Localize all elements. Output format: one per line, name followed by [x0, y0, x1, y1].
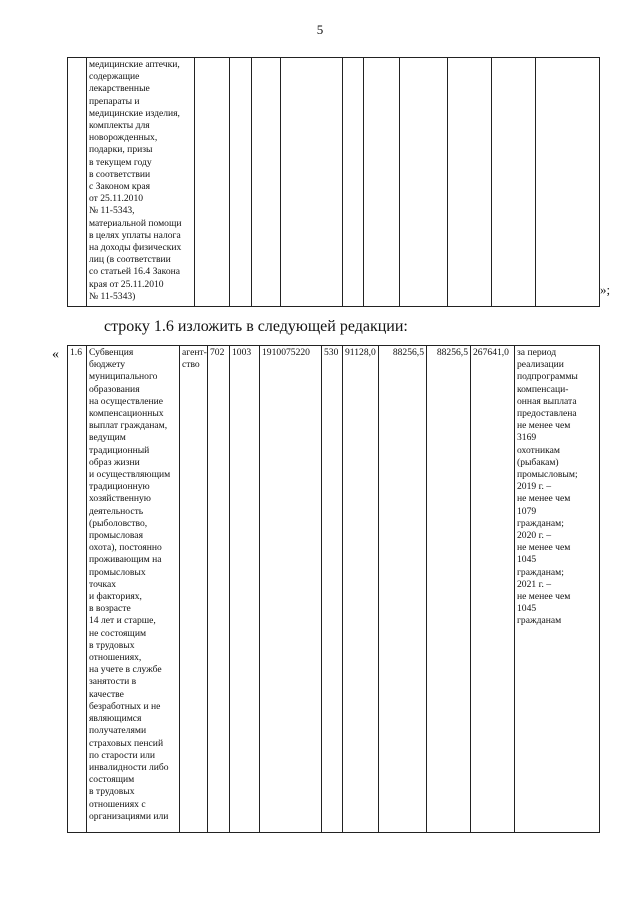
cell-csr [281, 58, 343, 307]
cell-grbs-code [230, 58, 252, 307]
closing-quote: »; [600, 282, 611, 297]
row-2019: 91128,0 [343, 346, 379, 833]
row-grbs-code: 702 [208, 346, 230, 833]
row-number: 1.6 [68, 346, 87, 833]
cell-2021 [448, 58, 492, 307]
row-rz-pr: 1003 [230, 346, 260, 833]
cell-2020 [400, 58, 448, 307]
row-1-6-table [67, 345, 600, 833]
row-result: за период реализации подпрограммы компенсаци- онная выплата предоставлена не менее чем 3169 охотникам (рыбакам) промысловым; 2019 г. – не менее чем 1079 гражданам; 2020 г. – не менее чем 1045 гражданам; 2021 г. – не менее чем 1045 гражданам [515, 346, 600, 833]
instruction-text: строку 1.6 изложить в следующей редакции: [104, 318, 408, 335]
page-number: 5 [316, 22, 324, 37]
cell-vr [343, 58, 364, 307]
row-csr: 1910075220 [260, 346, 322, 833]
cell-2019 [364, 58, 400, 307]
row-2020: 88256,5 [379, 346, 427, 833]
cell-grbs [195, 58, 230, 307]
row-name: Субвенция бюджету муниципального образования на осуществление компенсационных выплат гражданам, ведущим традиционный образ жизни и осуществляющим традиционную хозяйственную деятельность (рыболовство, промысловая охота), постоянно проживающим на промысловых точках и факториях, в возрасте 14 лет и старше, не состоящим в трудовых отношениях, на учете в службе занятости в качестве безработных и не являющимся получателями страховых пенсий по старости или инвалидности либо состоящим в трудовых отношениях с организациями или [87, 346, 180, 833]
row-2021: 88256,5 [427, 346, 471, 833]
cell-name-continued: медицинские аптечки, содержащие лекарственные препараты и медицинские изделия, комплекты для новорожденных, подарки, призы в текущем году в соответствии с Законом края от 25.11.2010 № 11-5343, материальной помощи в целях уплаты налога на доходы физических лиц (в соответствии со статьей 16.4 Закона края от 25.11.2010 № 11-5343) [87, 58, 195, 307]
opening-quote: « [52, 347, 59, 362]
cell-total [492, 58, 536, 307]
cell-result [536, 58, 600, 307]
row-grbs: агент- ство [180, 346, 208, 833]
previous-row-table [67, 57, 600, 307]
row-total: 267641,0 [471, 346, 515, 833]
cell-num [68, 58, 87, 307]
cell-rz-pr [252, 58, 281, 307]
row-vr: 530 [322, 346, 343, 833]
